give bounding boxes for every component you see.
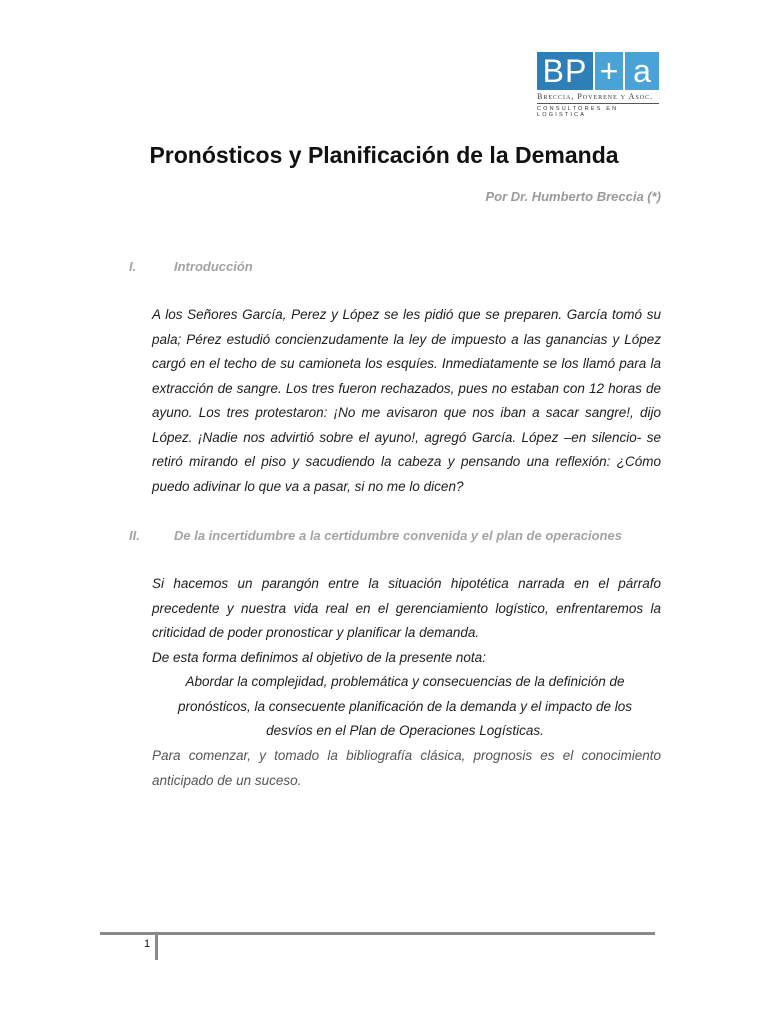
- section-heading-uncertainty: [129, 528, 622, 543]
- author-byline: Por Dr. Humberto Breccia (*): [485, 189, 661, 204]
- footer-page-divider: [155, 932, 158, 960]
- logo-bp: BP: [537, 52, 593, 90]
- section-heading-intro: [129, 259, 253, 274]
- document-title: Pronósticos y Planificación de la Demanda: [149, 142, 619, 168]
- section-title: Introducción: [174, 259, 253, 274]
- footer-rule: [100, 932, 655, 935]
- logo-a: a: [625, 52, 659, 90]
- section-title: De la incertidumbre a la certidumbre convenida y el plan de operaciones: [174, 528, 622, 543]
- comparison-paragraph: Si hacemos un parangón entre la situación hipotética narrada en el párrafo precedente y nuestra vida real en el gerenciamiento logístico, enfrentaremos la criticidad de poder pronosticar y planificar la demanda.: [152, 576, 661, 640]
- logo-tagline: CONSULTORES EN LOGISTICA: [537, 106, 619, 118]
- prognosis-paragraph: Para comenzar, y tomado la bibliografía clásica, prognosis es el conocimiento anticipado de un suceso.: [152, 748, 661, 788]
- objective-intro: De esta forma definimos al objetivo de la presente nota:: [152, 650, 486, 665]
- objective-statement: Abordar la complejidad, problemática y consecuencias de la definición de pronósticos, la consecuente planificación de la demanda y el impacto de los desvíos en el Plan de Operaciones Logísticas.: [177, 674, 633, 738]
- intro-paragraph: A los Señores García, Perez y López se les pidió que se preparen. García tomó su pala; Pérez estudió concienzudamente la ley de impuesto a las ganancias y López cargó en el techo de su camioneta los esquíes. Inmediatamente se los llamó para la extracción de sangre. Los tres fueron rechazados, pues no estaban con 12 horas de ayuno. Los tres protestaron: ¡No me avisaron que nos iban a sacar sangre!, dijo López. ¡Nadie nos advirtió sobre el ayuno!, agregó García. López –en silencio- se retiró mirando el piso y sacudiendo la cabeza y pensando una reflexión: ¿Cómo puedo adivinar lo que va a pasar, si no me lo dicen?: [152, 307, 661, 494]
- section-number: I.: [129, 259, 137, 274]
- logo-mark: [537, 52, 659, 90]
- section-number: II.: [129, 528, 140, 543]
- company-logo: [537, 52, 659, 118]
- page-number: 1: [144, 938, 151, 950]
- logo-divider: [537, 103, 659, 104]
- logo-plus: +: [595, 52, 623, 90]
- logo-company-name: Breccia, Poverene y Asoc.: [537, 92, 654, 101]
